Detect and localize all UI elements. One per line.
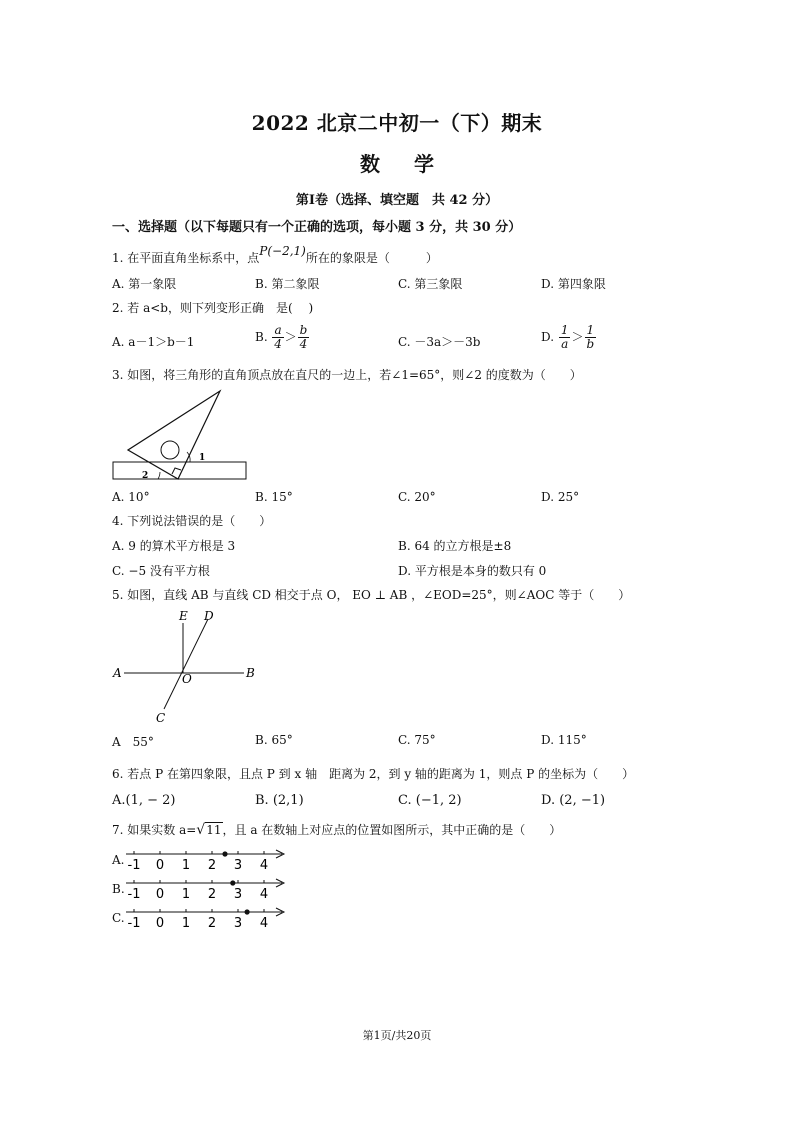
q2-option-a[interactable]: A. a－1＞b－1: [112, 335, 195, 349]
q5-option-a[interactable]: A 55°: [112, 735, 154, 749]
q6-option-d[interactable]: D. (2, −1): [541, 793, 606, 808]
q2-b-frac-right-num: b: [299, 323, 308, 337]
q2-b-frac-left-num: a: [274, 323, 282, 337]
radical-sign-icon: √: [196, 822, 206, 838]
q2-d-frac-left-num: 1: [560, 323, 569, 337]
tick-label: 2: [207, 858, 217, 872]
q1-option-a[interactable]: A. 第一象限: [112, 277, 177, 291]
question-7-stem: [112, 821, 561, 838]
point-a-marker: [245, 909, 250, 914]
angle-2-arc: [158, 472, 160, 479]
q2-d-frac-left: [559, 324, 571, 351]
tick-label: 0: [155, 916, 165, 930]
q3-option-a[interactable]: A. 10°: [112, 490, 150, 504]
label-a: A: [113, 666, 122, 680]
q1-option-b[interactable]: B. 第二象限: [255, 277, 320, 291]
q4-option-d[interactable]: D. 平方根是本身的数只有 0: [398, 564, 547, 578]
tick-label: 2: [207, 916, 217, 930]
q7-option-a-label[interactable]: A.: [112, 853, 125, 867]
q5-figure-intersecting-lines: [108, 605, 268, 727]
page-title: 2022 北京二中初一（下）期末: [251, 111, 543, 135]
tick-label: 3: [233, 916, 243, 930]
question-3-stem: 3. 如图，将三角形的直角顶点放在直尺的一边上，若∠1=65°，则∠2 的度数为（ ）: [112, 368, 582, 382]
tick-label: 1: [181, 858, 191, 872]
section-heading: 第Ⅰ卷（选择、填空题 共 42 分）: [295, 193, 499, 208]
tick-label: 4: [259, 916, 269, 930]
q1-stem-b: 所在的象限是（ ）: [305, 251, 438, 265]
q7-number-line-c[interactable]: [124, 904, 288, 930]
tick-label: -1: [127, 916, 141, 930]
question-6-stem: 6. 若点 P 在第四象限，且点 P 到 x 轴 距离为 2，到 y 轴的距离为 1，则点 P 的坐标为（ ）: [112, 767, 635, 781]
tick-label: 2: [207, 887, 217, 901]
set-square-hole: [161, 441, 179, 459]
q5-option-d[interactable]: D. 115°: [541, 733, 587, 747]
point-a-marker: [222, 851, 227, 856]
tick-label: 0: [155, 858, 165, 872]
q2-option-d[interactable]: [541, 324, 597, 351]
q1-option-c[interactable]: C. 第三象限: [398, 277, 463, 291]
q4-option-a[interactable]: A. 9 的算术平方根是 3: [112, 539, 236, 553]
q7-number-line-b[interactable]: [124, 875, 288, 901]
q6-option-a[interactable]: A.(1, − 2): [112, 793, 176, 808]
q2-d-gt: ＞: [571, 330, 584, 344]
label-b: B: [246, 666, 255, 680]
q2-option-d-label: D.: [541, 330, 555, 344]
q7-stem-a: 7. 如果实数 a=: [112, 823, 197, 837]
q2-d-frac-left-den: a: [561, 337, 569, 351]
tick-label: -1: [127, 887, 141, 901]
q5-option-c[interactable]: C. 75°: [398, 733, 436, 747]
q2-b-frac-left: [272, 324, 283, 351]
set-square: [128, 391, 220, 479]
q6-option-b[interactable]: B. (2,1): [255, 793, 304, 808]
part-heading: 一、选择题（以下每题只有一个正确的选项，每小题 3 分，共 30 分）: [112, 220, 522, 235]
q1-point: P(−2,1): [259, 244, 306, 258]
q6-option-c[interactable]: C. (−1, 2): [398, 793, 462, 808]
q5-option-b[interactable]: B. 65°: [255, 733, 293, 747]
label-d: D: [204, 609, 214, 623]
q3-option-b[interactable]: B. 15°: [255, 490, 293, 504]
q2-d-frac-right-den: b: [586, 337, 595, 351]
q2-b-frac-left-den: 4: [274, 337, 282, 351]
q7-stem-b: ，且 a 在数轴上对应点的位置如图所示，其中正确的是（ ）: [222, 823, 562, 837]
q2-option-b[interactable]: [255, 324, 310, 351]
question-4-stem: 4. 下列说法错误的是（ ）: [112, 514, 272, 528]
q4-option-c[interactable]: C. −5 没有平方根: [112, 564, 210, 578]
q3-option-c[interactable]: C. 20°: [398, 490, 436, 504]
q7-sqrt: [196, 822, 222, 838]
q2-b-gt: ＞: [284, 330, 297, 344]
q2-d-frac-right: [585, 324, 597, 351]
tick-label: 4: [259, 887, 269, 901]
label-o: O: [182, 672, 192, 686]
q2-option-b-label: B.: [255, 330, 268, 344]
tick-label: 3: [233, 858, 243, 872]
tick-label: 3: [233, 887, 243, 901]
line-cd: [164, 619, 208, 709]
q4-option-b[interactable]: B. 64 的立方根是±8: [398, 539, 512, 553]
q2-b-frac-right-den: 4: [299, 337, 308, 351]
tick-label: -1: [127, 858, 141, 872]
q7-number-line-a[interactable]: [124, 846, 288, 872]
q1-stem-a: 1. 在平面直角坐标系中，点: [112, 251, 260, 265]
tick-label: 4: [259, 858, 269, 872]
point-a-marker: [230, 880, 235, 885]
q3-figure-triangle-ruler: [110, 388, 250, 486]
question-5-stem: 5. 如图，直线 AB 与直线 CD 相交于点 O， EO ⊥ AB ，∠EOD=25°，则∠AOC 等于（ ）: [112, 588, 631, 602]
q7-option-c-label[interactable]: C.: [112, 911, 125, 925]
question-2-stem: 2. 若 a<b，则下列变形正确 是( ): [112, 301, 314, 315]
q2-b-frac-right: [298, 324, 310, 351]
right-angle-mark: [172, 468, 181, 474]
tick-label: 1: [181, 916, 191, 930]
q2-option-c[interactable]: C. －3a＞－3b: [398, 335, 481, 349]
label-e: E: [179, 609, 188, 623]
q7-option-b-label[interactable]: B.: [112, 882, 125, 896]
q1-option-d[interactable]: D. 第四象限: [541, 277, 606, 291]
q3-option-d[interactable]: D. 25°: [541, 490, 580, 504]
subject-heading: 数学: [360, 152, 468, 176]
angle-1-label: 1: [199, 453, 206, 463]
q7-radicand: 11: [206, 823, 222, 837]
page-footer: 第1页/共20页: [362, 1029, 432, 1042]
tick-label: 1: [181, 887, 191, 901]
q2-d-frac-right-num: 1: [586, 323, 595, 337]
label-c: C: [156, 711, 166, 725]
question-1-stem: [112, 244, 438, 266]
angle-2-label: 2: [142, 471, 149, 481]
tick-label: 0: [155, 887, 165, 901]
